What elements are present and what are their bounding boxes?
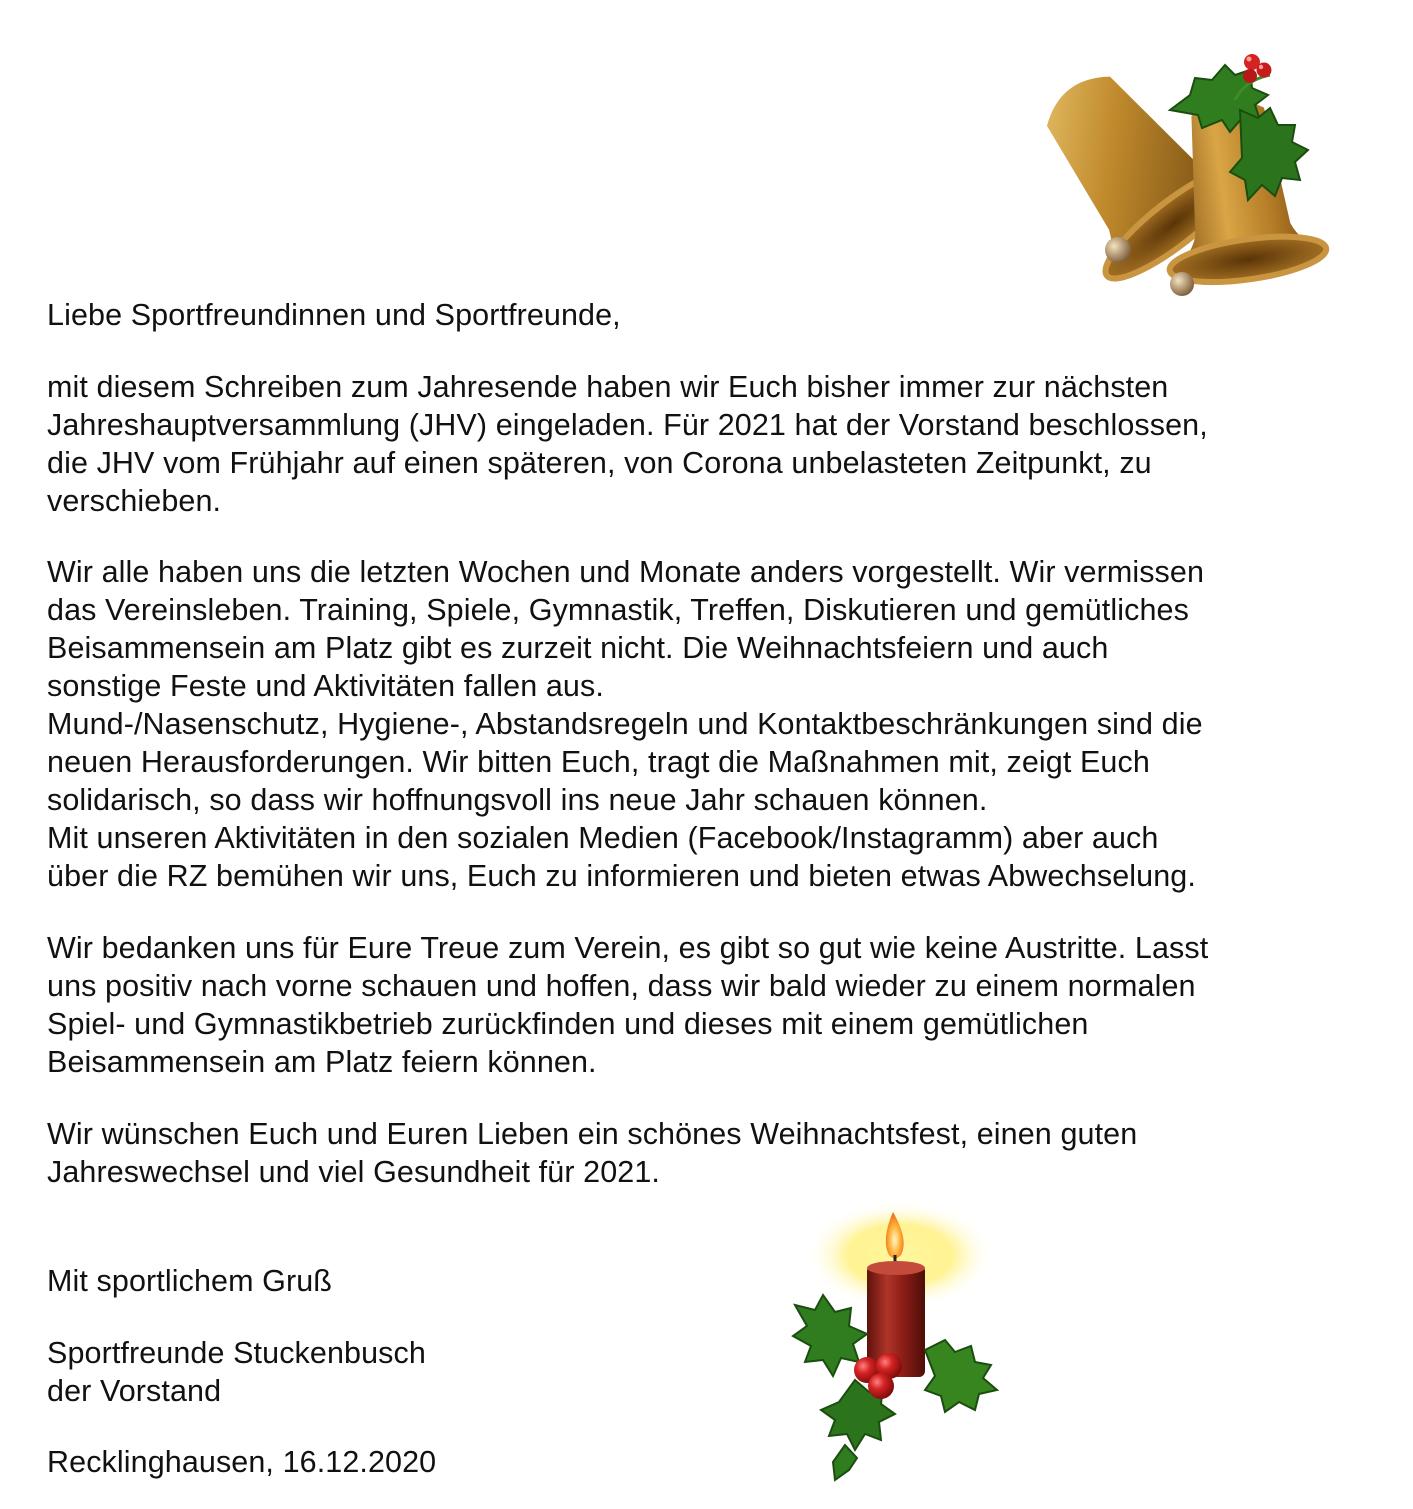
paragraph-1-line-3: die JHV vom Frühjahr auf einen späteren, von Corona unbelasteten Zeitpunkt, zu — [47, 446, 1152, 480]
paragraph-2-line-4: sonstige Feste und Aktivitäten fallen aus. — [47, 669, 604, 703]
paragraph-2-line-2: das Vereinsleben. Training, Spiele, Gymnastik, Treffen, Diskutieren und gemütliches — [47, 593, 1189, 627]
salutation: Liebe Sportfreundinnen und Sportfreunde, — [47, 298, 621, 332]
paragraph-3-line-4: Beisammensein am Platz feiern können. — [47, 1045, 597, 1079]
paragraph-2-line-7: solidarisch, so dass wir hoffnungsvoll ins neue Jahr schauen können. — [47, 783, 988, 817]
paragraph-2-line-3: Beisammensein am Platz gibt es zurzeit nicht. Die Weihnachtsfeiern und auch — [47, 631, 1109, 665]
paragraph-3-line-1: Wir bedanken uns für Eure Treue zum Verein, es gibt so gut wie keine Austritte. Lasst — [47, 931, 1209, 965]
paragraph-2-line-8: Mit unseren Aktivitäten in den sozialen Medien (Facebook/Instagramm) aber auch — [47, 821, 1159, 855]
paragraph-1-line-4: verschieben. — [47, 484, 222, 518]
paragraph-1-line-1: mit diesem Schreiben zum Jahresende haben wir Euch bisher immer zur nächsten — [47, 370, 1169, 404]
paragraph-3-line-3: Spiel- und Gymnastikbetrieb zurückfinden und dieses mit einem gemütlichen — [47, 1007, 1089, 1041]
paragraph-3-line-2: uns positiv nach vorne schauen und hoffen, dass wir bald wieder zu einem normalen — [47, 969, 1196, 1003]
closing: Mit sportlichem Gruß — [47, 1264, 333, 1298]
paragraph-1-line-2: Jahreshauptversammlung (JHV) eingeladen. Für 2021 hat der Vorstand beschlossen, — [47, 408, 1208, 442]
candle-with-holly-icon — [785, 1200, 1025, 1490]
signature-club: Sportfreunde Stuckenbusch — [47, 1336, 426, 1370]
paragraph-4-line-2: Jahreswechsel und viel Gesundheit für 2021. — [47, 1155, 660, 1189]
paragraph-2-line-1: Wir alle haben uns die letzten Wochen und Monate anders vorgestellt. Wir vermissen — [47, 555, 1205, 589]
signature-board: der Vorstand — [47, 1374, 222, 1408]
bells-with-holly-icon — [1030, 40, 1330, 310]
paragraph-2-line-6: neuen Herausforderungen. Wir bitten Euch, tragt die Maßnahmen mit, zeigt Euch — [47, 745, 1150, 779]
paragraph-2-line-5: Mund-/Nasenschutz, Hygiene-, Abstandsregeln und Kontaktbeschränkungen sind die — [47, 707, 1203, 741]
paragraph-2-line-9: über die RZ bemühen wir uns, Euch zu informieren und bieten etwas Abwechselung. — [47, 859, 1196, 893]
paragraph-4-line-1: Wir wünschen Euch und Euren Lieben ein schönes Weihnachtsfest, einen guten — [47, 1117, 1138, 1151]
place-date: Recklinghausen, 16.12.2020 — [47, 1445, 437, 1479]
